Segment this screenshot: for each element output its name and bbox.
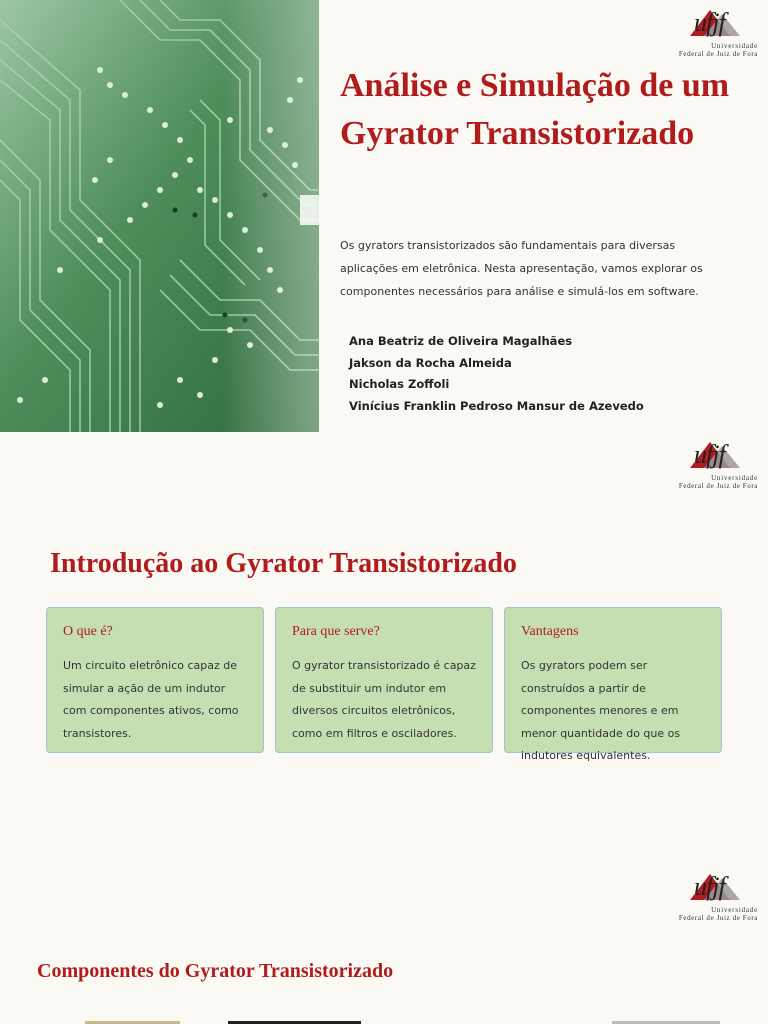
logo-line2: Federal de Juiz de Fora — [678, 482, 758, 490]
card-body: Um circuito eletrônico capaz de simular a ação de um indutor com componentes ativos, como transistores. — [63, 659, 239, 740]
slide1-title: Análise e Simulação de um Gyrator Transistorizado — [340, 67, 730, 152]
ufjf-logo — [668, 4, 758, 60]
card-what-is — [46, 607, 264, 753]
author-name: Vinícius Franklin Pedroso Mansur de Azevedo — [349, 399, 644, 414]
slide3-title: Componentes do Gyrator Transistorizado — [37, 960, 394, 982]
circuit-board-image — [0, 0, 319, 432]
title-slide — [0, 0, 768, 432]
card-title: Vantagens — [521, 624, 579, 639]
card-title: Para que serve? — [292, 624, 380, 639]
logo-line1: Universidade — [711, 906, 758, 914]
author-name: Jakson da Rocha Almeida — [349, 355, 512, 370]
slide1-description: Os gyrators transistorizados são fundamentais para diversas aplicações em eletrônica. Nesta apresentação, vamos explorar os componentes necessários para análise e simulá-los em software. — [340, 239, 703, 298]
logo-line1: Universidade — [711, 474, 758, 482]
components-slide — [0, 864, 768, 1024]
card-body: O gyrator transistorizado é capaz de substituir um indutor em diversos circuitos eletrônicos, como em filtros e osciladores. — [292, 659, 476, 740]
card-title: O que é? — [63, 624, 113, 639]
ufjf-logo-mark: ufjf — [686, 4, 742, 40]
slide2-title: Introdução ao Gyrator Transistorizado — [50, 548, 517, 579]
card-purpose — [275, 607, 493, 753]
ufjf-logo-mark: ufjf — [686, 868, 742, 904]
author-name: Nicholas Zoffoli — [349, 377, 450, 392]
author-name: Ana Beatriz de Oliveira Magalhães — [349, 334, 573, 348]
card-advantages — [504, 607, 722, 762]
logo-line1: Universidade — [711, 42, 758, 50]
ufjf-logo-mark: ufjf — [686, 436, 742, 472]
intro-slide — [0, 432, 768, 864]
ufjf-logo — [668, 868, 758, 924]
card-body: Os gyrators podem ser construídos a partir de componentes menores e em menor quantidade do que os indutores equivalentes. — [521, 659, 681, 762]
ufjf-logo — [668, 436, 758, 492]
logo-line2: Federal de Juiz de Fora — [678, 914, 758, 922]
logo-line2: Federal de Juiz de Fora — [678, 50, 758, 58]
author-list — [349, 331, 749, 418]
